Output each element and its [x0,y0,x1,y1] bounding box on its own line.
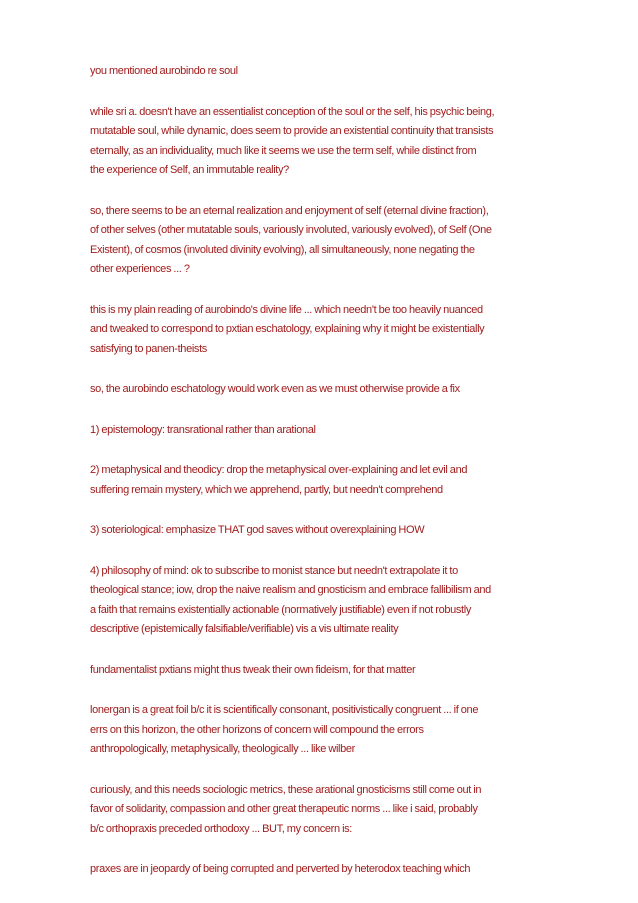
text-line: suffering remain mystery, which we apprehend, partly, but needn't comprehend [90,483,443,496]
text-line: fundamentalist pxtians might thus tweak their own fideism, for that matter [90,663,416,676]
text-line: lonergan is a great foil b/c it is scientifically consonant, positivistically congruent ... if one [90,704,479,716]
text-line: theological stance; iow, drop the naive realism and gnosticism and embrace fallibilism and [90,584,491,596]
text-line: you mentioned aurobindo re soul [90,65,238,77]
paragraph [90,562,560,640]
text-line: curiously, and this needs sociologic metrics, these arational gnosticisms still come out in [90,783,482,796]
paragraph [90,301,560,360]
text-line: the experience of Self, an immutable reality? [90,164,289,176]
text-line: a faith that remains existentially actionable (normatively justifiable) even if not robustly [90,603,471,616]
paragraph [90,380,560,400]
text-line: of other selves (other mutatable souls, variously involuted, variously evolved), of Self (One [90,224,492,236]
text-line: satisfying to panen-theists [90,342,207,355]
text-line: anthropologically, metaphysically, theologically ... like wilber [90,743,355,755]
paragraph [90,103,560,181]
document-body [90,62,560,901]
text-line: so, there seems to be an eternal realization and enjoyment of self (eternal divine fraction), [90,204,489,217]
paragraph [90,661,560,681]
text-line: while sri a. doesn't have an essentialist conception of the soul or the self, his psychic being, [90,105,495,118]
text-line: favor of solidarity, compassion and other great therapeutic norms ... like i said, probably [90,803,478,815]
paragraph [90,421,560,441]
text-line: mutatable soul, while dynamic, does seem to provide an existential continuity that transists [90,125,494,137]
text-line: 4) philosophy of mind: ok to subscribe to monist stance but needn't extrapolate it to [90,564,458,577]
paragraph [90,701,560,760]
text-line: so, the aurobindo eschatology would work even as we must otherwise provide a fix [90,383,460,395]
text-line: 3) soteriological: emphasize THAT god saves without overexplaining HOW [90,524,425,536]
text-line: Existent), of cosmos (involuted divinity evolving), all simultaneously, none negating the [90,243,475,256]
paragraph [90,781,560,840]
text-line: other experiences ... ? [90,263,190,275]
text-line: 1) epistemology: transrational rather than arational [90,423,316,436]
text-line: errs on this horizon, the other horizons of concern will compound the errors [90,723,424,736]
paragraph [90,860,560,880]
paragraph [90,461,560,500]
text-line: b/c orthopraxis preceded orthodoxy ... BUT, my concern is: [90,822,353,835]
text-line: this is my plain reading of aurobindo's divine life ... which needn't be too heavily nuanced [90,303,483,316]
paragraph [90,202,560,280]
text-line: 2) metaphysical and theodicy: drop the metaphysical over-explaining and let evil and [90,464,468,476]
paragraph [90,62,560,82]
paragraph [90,521,560,541]
text-line: and tweaked to correspond to pxtian eschatology, explaining why it might be existentially [90,323,485,335]
text-line: eternally, as an individuality, much like it seems we use the term self, while distinct from [90,144,477,157]
text-line: praxes are in jeopardy of being corrupted and perverted by heterodox teaching which [90,863,471,875]
text-line: descriptive (epistemically falsifiable/verifiable) vis a vis ultimate reality [90,623,399,635]
